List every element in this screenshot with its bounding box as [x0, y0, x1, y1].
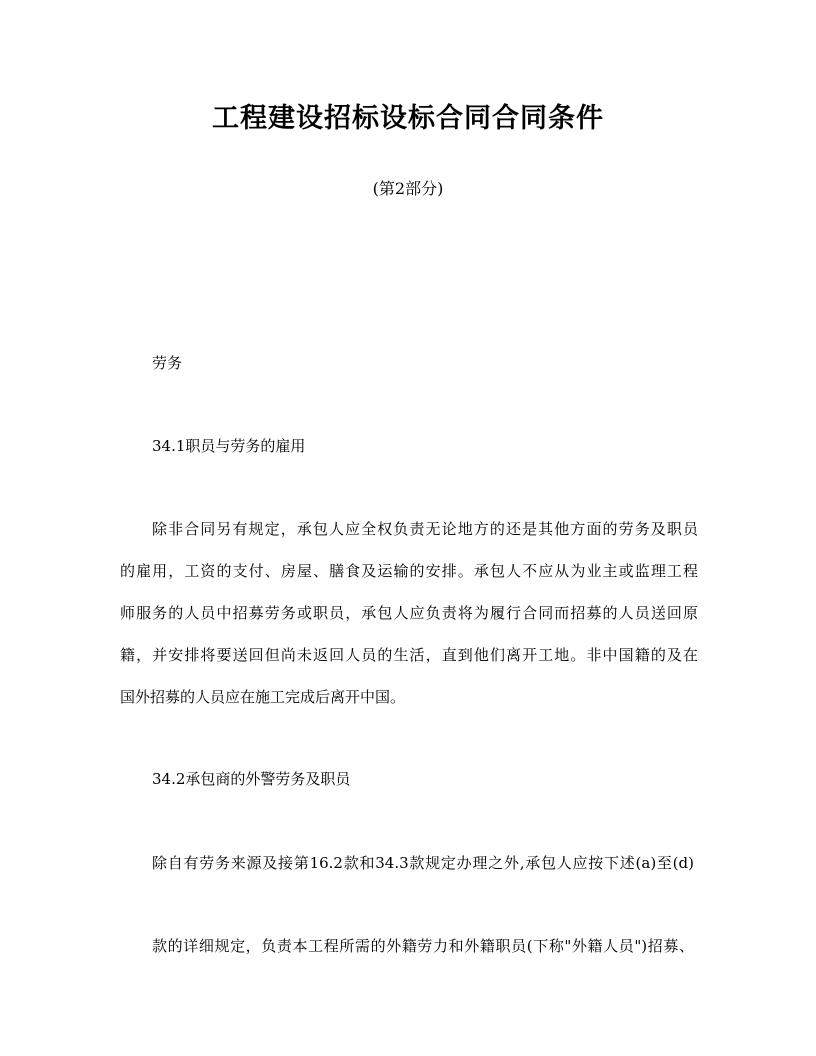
- clause-34-1-paragraph-line: 的雇用，工资的支付、房屋、膳食及运输的安排。承包人不应从为业主或监理工程: [120, 562, 698, 580]
- clause-34-1-paragraph-line: 师服务的人员中招募劳务或职员，承包人应负责将为履行合同而招募的人员送回原: [120, 604, 698, 622]
- clause-34-2-heading: 34.2承包商的外警劳务及职员: [152, 770, 351, 788]
- clause-34-1-heading: 34.1职员与劳务的雇用: [152, 437, 306, 455]
- clause-34-1-paragraph-line: 除非合同另有规定，承包人应全权负责无论地方的还是其他方面的劳务及职员: [152, 520, 698, 538]
- document-subtitle: (第2部分): [372, 179, 444, 198]
- section-heading: 劳务: [152, 354, 183, 372]
- clause-34-1-paragraph-line: 籍，并安排将要送回但尚未返回人员的生活，直到他们离开工地。非中国籍的及在: [120, 646, 698, 664]
- clause-34-2-line: 款的详细规定，负责本工程所需的外籍劳力和外籍职员(下称"外籍人员")招募、: [152, 937, 694, 955]
- clause-34-1-paragraph-line: 国外招募的人员应在施工完成后离开中国。: [120, 688, 406, 706]
- document-title: 工程建设招标设标合同合同条件: [212, 103, 604, 134]
- clause-34-2-line: 除自有劳务来源及接第16.2款和34.3款规定办理之外,承包人应按下述(a)至(d): [152, 854, 694, 872]
